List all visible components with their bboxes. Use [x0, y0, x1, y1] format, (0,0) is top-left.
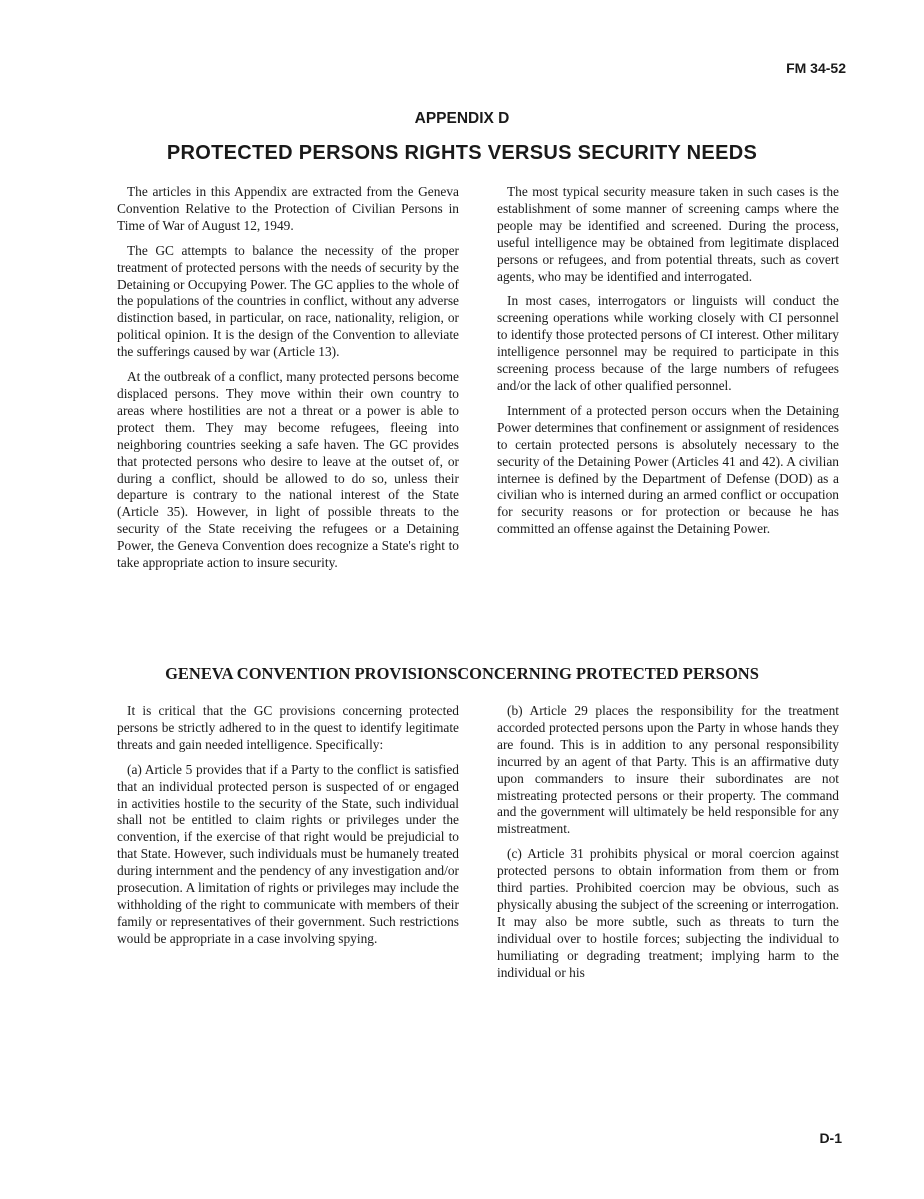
page-title: PROTECTED PERSONS RIGHTS VERSUS SECURITY NEEDS	[166, 142, 758, 164]
paragraph: At the outbreak of a conflict, many protected persons become displaced persons. They move within their own country to areas where hostilities are not a threat or a power is able to protect them. They may become refugees, fleeing into neighboring countries seeking a safe haven. The GC provides that protected persons who desire to leave at the outset of, or during a conflict, should be allowed to do so, unless their departure is contrary to the national interest of the State (Article 35). However, in light of possible threats to the security of the State receiving the refugees or a Detaining Power, the Geneva Convention does recognize a State's right to take appropriate action to insure security.	[117, 369, 459, 571]
appendix-label: APPENDIX D	[414, 110, 510, 127]
paragraph: (c) Article 31 prohibits physical or moral coercion against protected persons to obtain information from them or from third parties. Prohibited coercion may be obvious, such as physically abusing the subject of the screening or interrogation. It may also be more subtle, such as threats to turn the individual over to hostile forces; subjecting the individual to humiliating or degrading treatment; implying harm to the individual or his	[497, 846, 839, 980]
paragraph: It is critical that the GC provisions concerning protected persons be strictly adhered to in the quest to identify legitimate threats and gain needed intelligence. Specifically:	[117, 703, 459, 752]
provisions-right-column	[497, 703, 839, 990]
paragraph: The most typical security measure taken in such cases is the establishment of some manner of screening camps where the people may be identified and screened. During the process, useful intelligence may be obtained from legitimate displaced persons or refugees, and from potential threats, such as covert agents, who may be identified and interrogated.	[497, 184, 839, 284]
paragraph: The GC attempts to balance the necessity of the proper treatment of protected persons with the needs of security by the Detaining or Occupying Power. The GC applies to the whole of the populations of the countries in conflict, without any adverse distinction based, in particular, on race, nationality, religion, or political opinion. It is the design of the Convention to alleviate the sufferings caused by war (Article 13).	[117, 242, 459, 360]
paragraph: The articles in this Appendix are extracted from the Geneva Convention Relative to the Protection of Civilian Persons in Time of War of August 12, 1949.	[117, 184, 459, 233]
section-heading: GENEVA CONVENTION PROVISIONSCONCERNING PROTECTED PERSONS	[165, 664, 759, 683]
provisions-left-column	[117, 703, 459, 956]
page-number: D-1	[819, 1130, 842, 1146]
paragraph: (a) Article 5 provides that if a Party to the conflict is satisfied that an individual protected person is suspected of or engaged in activities hostile to the security of the State, such individual shall not be entitled to claim rights or privileges under the convention, if the exercise of that right would be prejudicial to that State. However, such individuals must be humanely treated during internment and the pendency of any investigation and/or prosecution. A limitation of rights or privileges may include the withholding of the right to communicate with members of their family or representatives of their government. Such restrictions would be appropriate in a case involving spying.	[117, 761, 459, 946]
paragraph: In most cases, interrogators or linguists will conduct the screening operations while working closely with CI personnel to identify those protected persons of CI interest. Other military intelligence personnel may be required to participate in this screening process because of the large numbers of refugees and/or the lack of other qualified personnel.	[497, 293, 839, 393]
document-id: FM 34-52	[786, 60, 846, 76]
paragraph: Internment of a protected person occurs when the Detaining Power determines that confinement or assignment of residences to certain protected persons is absolutely necessary to the security of the Detaining Power (Articles 41 and 42). A civilian internee is defined by the Department of Defense (DOD) as a civilian who is interned during an armed conflict or occupation for security reasons or for protection or because he has committed an offense against the Detaining Power.	[497, 402, 839, 537]
paragraph: (b) Article 29 places the responsibility for the treatment accorded protected persons upon the Party in whose hands they are found. This is in addition to any personal responsibility incurred by an agent of that Party. This is an affirmative duty upon commanders to insure their subordinates are not mistreating protected persons or their property. The command and the government will ultimately be held responsible for any mistreatment.	[497, 703, 839, 837]
intro-right-column	[497, 184, 839, 546]
intro-left-column	[117, 184, 459, 580]
